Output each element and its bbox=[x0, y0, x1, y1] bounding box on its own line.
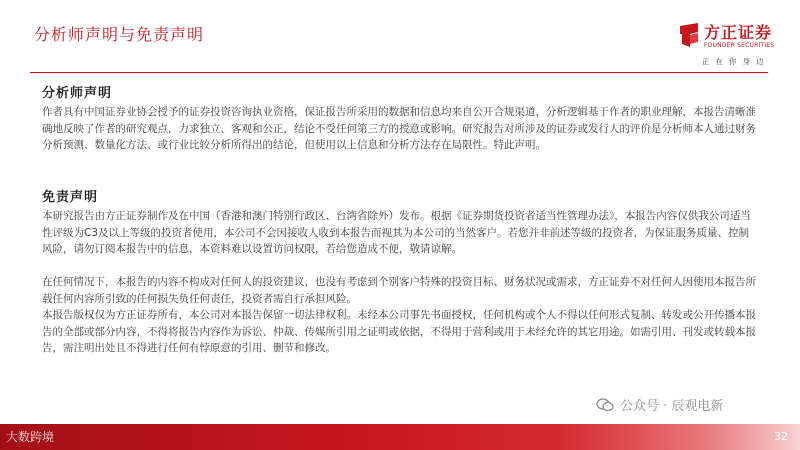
page-number: 32 bbox=[774, 430, 788, 443]
founder-securities-logo bbox=[678, 20, 788, 68]
page-title: 分析师声明与免责声明 bbox=[34, 25, 205, 44]
logo-name: 方正证券 bbox=[704, 23, 773, 42]
disclaimer-heading: 免责声明 bbox=[42, 190, 99, 205]
analyst-statement-heading: 分析师声明 bbox=[42, 86, 113, 101]
wechat-icon bbox=[596, 398, 614, 412]
logo-slogan: 正在你身边 bbox=[702, 57, 770, 66]
header-divider bbox=[30, 72, 768, 73]
founder-logo-icon bbox=[678, 22, 700, 48]
disclaimer-paragraph-liability: 在任何情况下，本报告的内容不构成对任何人的投资建议，也没有考虑到个别客户特殊的投资目标、财务状况或需求，方正证券不对任何人因使用本报告所载任何内容所引致的任何损失负任何责任，投资者需自行承担风险。 bbox=[42, 276, 756, 305]
wechat-watermark bbox=[596, 395, 723, 414]
analyst-statement-text: 作者具有中国证券业协会授予的证券投资咨询执业资格，保证报告所采用的数据和信息均来自公开合规渠道，分析逻辑基于作者的职业理解，本报告清晰准确地反映了作者的研究观点，力求独立、客观和公正，结论不受任何第三方的授意或影响。研究报告对所涉及的证券或发行人的评价是分析师本人通过财务分析预测、数量化方法、或行业比较分析所得出的结论，但使用以上信息和分析方法存在局限性。特此声明。 bbox=[42, 106, 756, 151]
logo-english-name: FOUNDER SECURITIES bbox=[704, 42, 775, 49]
watermark-text: 公众号 · 辰观电新 bbox=[620, 399, 724, 414]
disclaimer-paragraph-copyright: 本报告版权仅为方正证券所有，本公司对本报告保留一切法律权利。未经本公司事先书面授权，任何机构或个人不得以任何形式复制、转发或公开传播本报告的全部或部分内容，不得将报告内容作为诉讼、仲裁、传媒所引用之证明或依据，不得用于营利或用于未经允许的其它用途。如需引用、刊发或转载本报告，需注明出处且不得进行任何有悖原意的引用、删节和修改。 bbox=[42, 309, 756, 354]
footer-bar bbox=[0, 424, 800, 450]
footer-brand: 大数跨境 bbox=[6, 430, 55, 444]
disclaimer-paragraph-suitability: 本研究报告由方正证券制作及在中国（香港和澳门特别行政区、台湾省除外）发布。根据《证券期货投资者适当性管理办法》，本报告内容仅供我公司适当性评级为C3及以上等级的投资者使用，本公司不会因接收人收到本报告而视其为本公司的当然客户。若您并非前述等级的投资者，为保证服务质量、控制风险，请勿订阅本报告中的信息，本资料难以设置访问权限，若给您造成不便，敬请谅解。 bbox=[42, 210, 751, 255]
